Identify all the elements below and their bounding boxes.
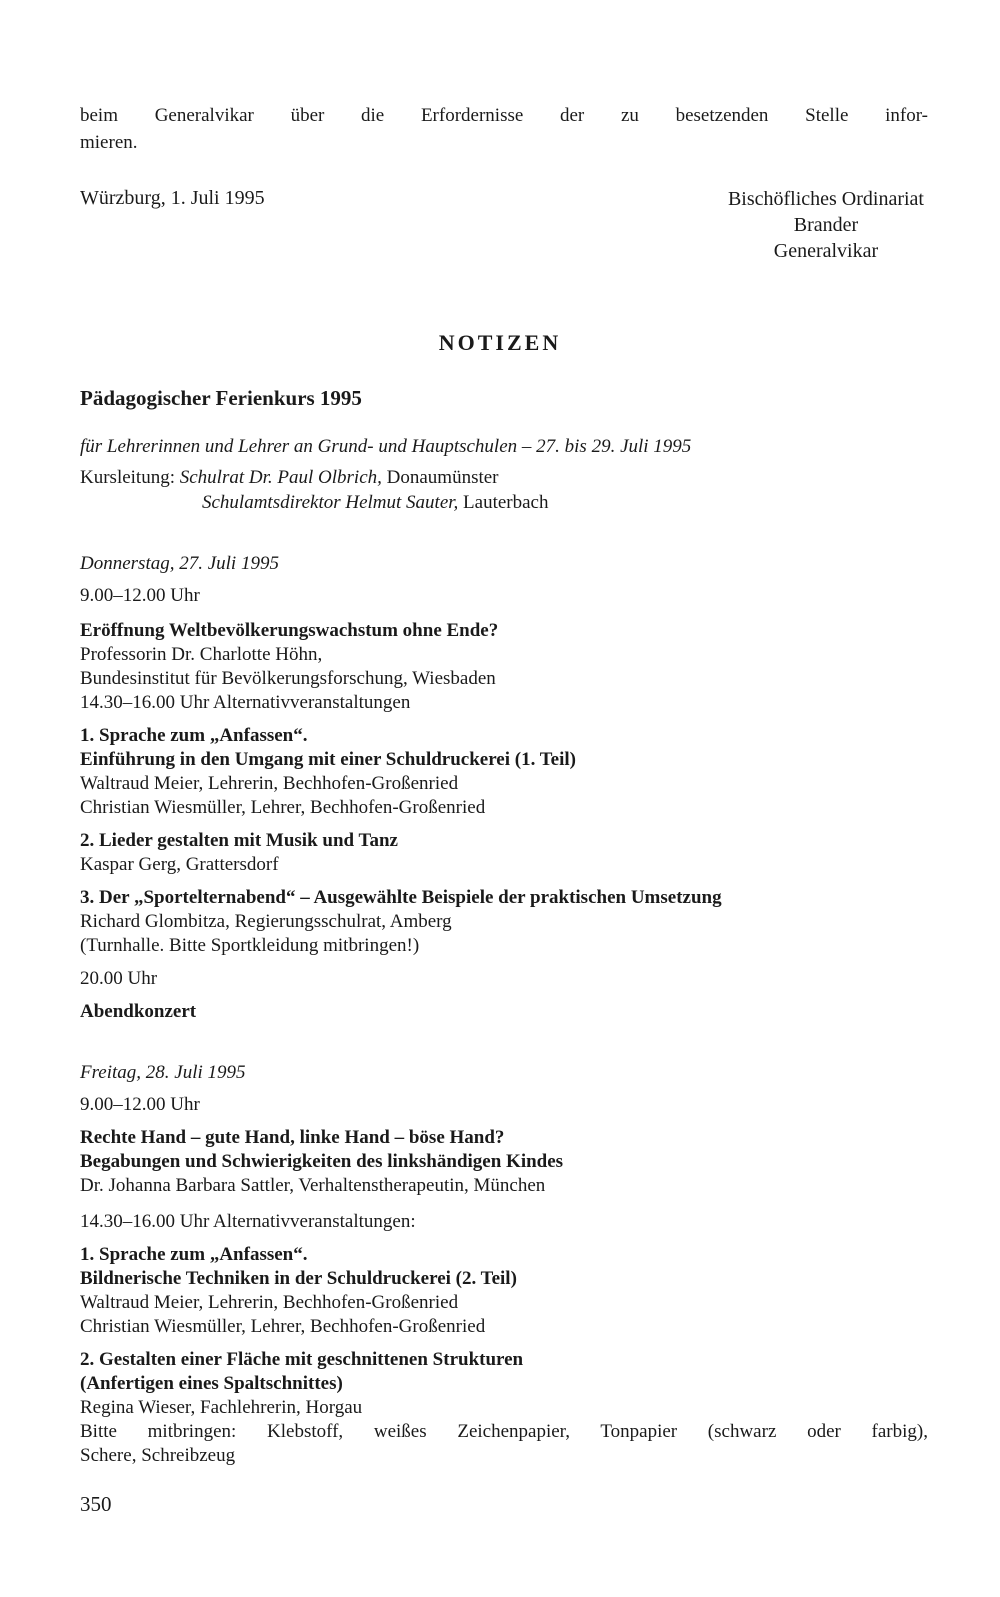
day2-workshop-2-subtitle: (Anfertigen eines Spaltschnittes) xyxy=(80,1373,343,1394)
page-heading: NOTIZEN xyxy=(438,330,562,355)
signature-title: Generalvikar xyxy=(773,240,879,262)
signature-name: Brander xyxy=(793,214,859,236)
day2-time-2: 14.30–16.00 Uhr Alternativveranstaltungen: xyxy=(80,1211,416,1232)
intro-line-1: beim Generalvikar über die Erfordernisse der zu besetzenden Stelle infor- xyxy=(80,105,928,126)
day1-date: Donnerstag, 27. Juli 1995 xyxy=(80,553,279,574)
day1-workshop-1-subtitle: Einführung in den Umgang mit einer Schuldruckerei (1. Teil) xyxy=(80,749,577,770)
day1-workshop-3-note: (Turnhalle. Bitte Sportkleidung mitbringen!) xyxy=(80,935,420,956)
day1-workshop-1-person-1: Waltraud Meier, Lehrerin, Bechhofen-Großenried xyxy=(80,773,459,794)
day1-time-2: 14.30–16.00 Uhr Alternativveranstaltungen xyxy=(80,692,411,713)
leader-1-name: Schulrat Dr. Paul Olbrich, xyxy=(179,467,382,488)
day1-evening: Abendkonzert xyxy=(80,1001,197,1022)
day1-opening-institute: Bundesinstitut für Bevölkerungsforschung, Wiesbaden xyxy=(80,668,496,689)
day2-workshop-2-bring-1: Bitte mitbringen: Klebstoff, weißes Zeichenpapier, Tonpapier (schwarz oder farbig), xyxy=(80,1421,928,1442)
leader-label: Kursleitung: xyxy=(80,467,175,488)
signature-org: Bischöfliches Ordinariat xyxy=(727,188,924,210)
day2-workshop-1-title: 1. Sprache zum „Anfassen“. xyxy=(80,1244,308,1265)
day1-opening-speaker: Professorin Dr. Charlotte Höhn, xyxy=(80,644,323,665)
day2-talk-title-2: Begabungen und Schwierigkeiten des linkshändigen Kindes xyxy=(80,1151,564,1172)
day2-workshop-1-person-1: Waltraud Meier, Lehrerin, Bechhofen-Großenried xyxy=(80,1292,459,1313)
day2-talk-speaker: Dr. Johanna Barbara Sattler, Verhaltenstherapeutin, München xyxy=(80,1175,546,1196)
course-leader-1 xyxy=(80,466,499,491)
day2-workshop-1-person-2: Christian Wiesmüller, Lehrer, Bechhofen-Großenried xyxy=(80,1316,486,1337)
day1-workshop-3-title: 3. Der „Sportelternabend“ – Ausgewählte Beispiele der praktischen Umsetzung xyxy=(80,887,722,908)
day2-workshop-1-subtitle: Bildnerische Techniken in der Schuldruckerei (2. Teil) xyxy=(80,1268,517,1289)
leader-2-name: Schulamtsdirektor Helmut Sauter, xyxy=(202,492,459,513)
day2-workshop-2-title: 2. Gestalten einer Fläche mit geschnittenen Strukturen xyxy=(80,1349,524,1370)
course-leader-2 xyxy=(202,491,549,516)
page-number: 350 xyxy=(80,1492,112,1516)
day1-workshop-1-title: 1. Sprache zum „Anfassen“. xyxy=(80,725,308,746)
place-date: Würzburg, 1. Juli 1995 xyxy=(80,187,265,209)
day2-talk-title-1: Rechte Hand – gute Hand, linke Hand – böse Hand? xyxy=(80,1127,505,1148)
day1-workshop-3-person-1: Richard Glombitza, Regierungsschulrat, Amberg xyxy=(80,911,452,932)
day2-time-1: 9.00–12.00 Uhr xyxy=(80,1094,200,1115)
intro-line-2: mieren. xyxy=(80,132,138,153)
course-subtitle: für Lehrerinnen und Lehrer an Grund- und Hauptschulen – 27. bis 29. Juli 1995 xyxy=(80,436,692,457)
day1-workshop-2-person-1: Kaspar Gerg, Grattersdorf xyxy=(80,854,279,875)
day1-opening-title: Eröffnung Weltbevölkerungswachstum ohne Ende? xyxy=(80,620,499,641)
day2-workshop-2-person-1: Regina Wieser, Fachlehrerin, Horgau xyxy=(80,1397,363,1418)
day2-workshop-2-bring-2: Schere, Schreibzeug xyxy=(80,1445,236,1466)
leader-1-place: Donaumünster xyxy=(381,467,499,488)
day2-date: Freitag, 28. Juli 1995 xyxy=(80,1062,246,1083)
leader-2-place: Lauterbach xyxy=(458,492,549,513)
day1-workshop-2-title: 2. Lieder gestalten mit Musik und Tanz xyxy=(80,830,398,851)
course-title: Pädagogischer Ferienkurs 1995 xyxy=(80,386,362,410)
day1-time-1: 9.00–12.00 Uhr xyxy=(80,585,200,606)
day1-time-3: 20.00 Uhr xyxy=(80,968,158,989)
signature-block xyxy=(728,186,924,264)
day1-workshop-1-person-2: Christian Wiesmüller, Lehrer, Bechhofen-Großenried xyxy=(80,797,486,818)
